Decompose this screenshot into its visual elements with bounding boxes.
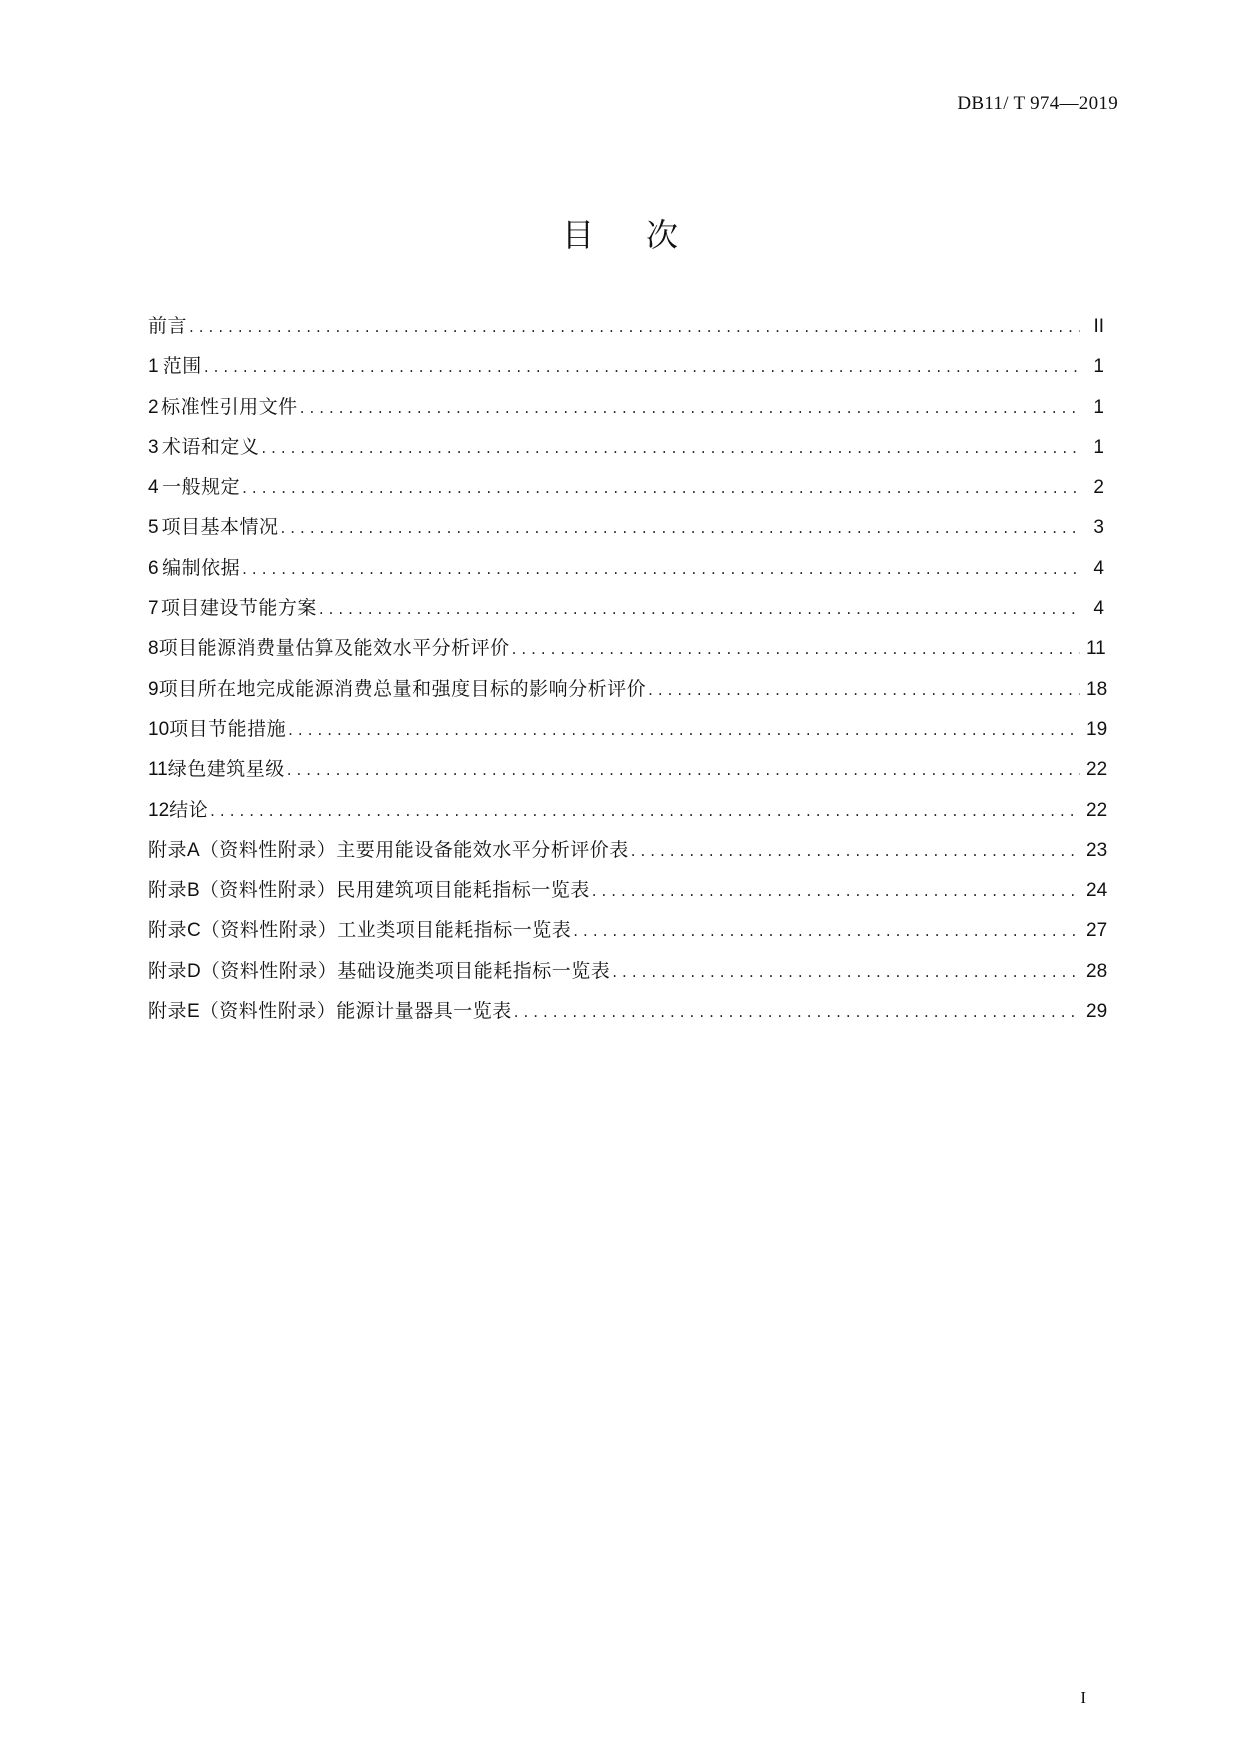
toc-entry-page: 3 [1093,517,1104,539]
toc-entry-text: 项目能源消费量估算及能效水平分析评价 [158,637,510,660]
toc-leader-dots [512,637,1080,661]
toc-leader-dots [287,758,1080,782]
toc-entry-number: 9 [148,678,159,700]
toc-entry-text: 主要用能设备能效水平分析评价表 [336,838,629,861]
toc-title: 目次 [561,216,730,254]
toc-entry-page: 4 [1093,557,1104,579]
toc-appendix-e[interactable] [148,999,1108,1039]
appendix-letter: E [187,1001,200,1023]
toc-entry-text: 项目基本情况 [161,516,279,539]
toc-entry-number: 6 [148,557,159,579]
appendix-prefix: 附录 [148,879,188,902]
toc-entry-text: 术语和定义 [161,435,260,458]
toc-entry-10[interactable] [148,717,1108,757]
toc-leader-dots [242,476,1080,500]
appendix-type: （资料性附录） [199,838,337,861]
toc-entry-page: 22 [1086,799,1108,821]
toc-entry-page: 27 [1086,920,1108,942]
toc-entry-page: 23 [1086,839,1108,861]
toc-entry-text: 标准性引用文件 [161,395,298,418]
appendix-type: （资料性附录） [199,879,337,902]
toc-leader-dots [261,436,1080,460]
appendix-letter: A [187,839,200,861]
toc-entry-9[interactable] [148,677,1108,717]
toc-entry-4[interactable] [148,475,1104,515]
toc-entry-5[interactable] [148,515,1104,555]
toc-entry-text: 一般规定 [162,476,241,499]
toc-entry-text: 编制依据 [162,556,241,579]
toc-entry-number: 3 [148,436,159,458]
toc-entry-number: 4 [148,477,159,499]
toc-appendix-d[interactable] [148,959,1108,999]
toc-entry-number: 8 [148,638,159,660]
toc-entry-text: 结论 [169,798,209,821]
appendix-letter: C [187,920,201,942]
appendix-letter: B [187,880,200,902]
toc-entry-3[interactable] [148,435,1104,475]
toc-leader-dots [612,960,1080,984]
toc-entry-2[interactable] [148,395,1104,435]
page-number: I [1080,1688,1086,1707]
toc-leader-dots [210,799,1080,823]
toc-entry-text: 项目所在地完成能源消费总量和强度目标的影响分析评价 [158,677,647,700]
toc-appendix-a[interactable] [148,838,1108,878]
toc-leader-dots [631,839,1080,863]
appendix-type: （资料性附录） [199,1000,337,1023]
toc-leader-dots [648,678,1080,702]
document-code: DB11/ T 974—2019 [957,93,1118,114]
toc-leader-dots [189,315,1080,339]
appendix-prefix: 附录 [148,838,188,861]
toc-entry-text: 工业类项目能耗指标一览表 [337,919,572,942]
toc-entry-number: 11 [148,759,168,781]
toc-leader-dots [288,718,1080,742]
toc-entry-page: 22 [1086,759,1108,781]
toc-entry-page: 18 [1086,678,1108,700]
toc-leader-dots [281,516,1080,540]
toc-entry-8[interactable] [148,636,1104,676]
toc-leader-dots [300,396,1080,420]
toc-entry-text: 范围 [162,355,202,378]
appendix-prefix: 附录 [148,959,188,982]
toc-entry-foreword[interactable] [148,314,1104,354]
toc-entry-number: 10 [148,718,170,740]
toc-entry-text: 绿色建筑星级 [167,758,285,781]
toc-leader-dots [319,597,1080,621]
toc-entry-text: 基础设施类项目能耗指标一览表 [337,959,611,982]
toc-entry-text: 民用建筑项目能耗指标一览表 [336,879,590,902]
toc-entry-6[interactable] [148,556,1104,596]
toc-leader-dots [592,879,1080,903]
toc-appendix-c[interactable] [148,918,1108,958]
toc-entry-page: 4 [1093,598,1104,620]
toc-leader-dots [514,1000,1080,1024]
toc-entry-11[interactable] [148,757,1108,797]
toc-entry-text: 能源计量器具一览表 [336,1000,512,1023]
toc-leader-dots [204,355,1080,379]
toc-entry-page: 29 [1086,1001,1108,1023]
toc-entry-page: 1 [1093,356,1104,378]
toc-entry-page: 1 [1093,396,1104,418]
toc-appendix-b[interactable] [148,878,1108,918]
toc-entry-page: 28 [1086,960,1108,982]
appendix-prefix: 附录 [148,1000,188,1023]
toc-entry-number: 5 [148,517,159,539]
toc-entry-text: 项目节能措施 [169,717,287,740]
toc-leader-dots [573,919,1080,943]
toc-entry-page: 2 [1093,477,1104,499]
table-of-contents [148,314,1108,1039]
toc-entry-text: 前言 [148,315,188,337]
appendix-letter: D [187,960,201,982]
toc-entry-7[interactable] [148,596,1104,636]
toc-entry-text: 项目建设节能方案 [160,597,317,620]
toc-entry-number: 7 [148,598,159,620]
toc-entry-12[interactable] [148,798,1108,838]
appendix-type: （资料性附录） [200,919,338,942]
appendix-prefix: 附录 [148,919,188,942]
toc-entry-page: 24 [1086,880,1108,902]
toc-leader-dots [242,557,1080,581]
toc-entry-1[interactable] [148,354,1104,394]
toc-entry-number: 12 [148,799,170,821]
toc-entry-page: 19 [1086,718,1108,740]
toc-entry-number: 1 [148,356,159,378]
toc-entry-page: II [1093,316,1104,337]
toc-entry-page: 1 [1093,436,1104,458]
appendix-type: （资料性附录） [200,959,338,982]
toc-entry-page: 11 [1086,638,1106,660]
toc-entry-number: 2 [148,396,159,418]
